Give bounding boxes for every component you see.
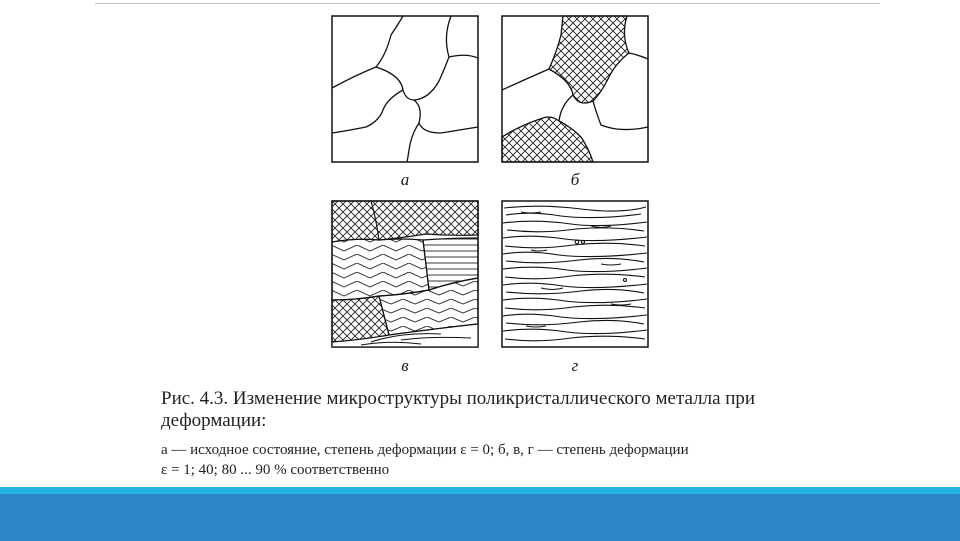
figure-caption-title: Рис. 4.3. Изменение микроструктуры поликристаллического металла при деформации: bbox=[161, 388, 756, 431]
panel-a-label: а bbox=[400, 170, 410, 189]
panel-g-label: г bbox=[571, 356, 579, 375]
footer-accent-line bbox=[0, 487, 960, 494]
footer-band bbox=[0, 494, 960, 541]
panel-v-label: в bbox=[401, 356, 409, 375]
panel-b-microstructure bbox=[501, 15, 649, 163]
figure-caption-description bbox=[161, 440, 831, 480]
panel-b-label: б bbox=[570, 170, 580, 189]
caption-desc-line-2: ε = 1; 40; 80 ... 90 % соответственно bbox=[161, 462, 390, 478]
panel-g-microstructure bbox=[501, 200, 649, 348]
panel-a-microstructure bbox=[331, 15, 479, 163]
top-divider bbox=[95, 3, 880, 4]
caption-desc-line-1: а — исходное состояние, степень деформации ε = 0; б, в, г — степень деформации bbox=[161, 442, 689, 458]
panel-v-microstructure bbox=[331, 200, 479, 348]
